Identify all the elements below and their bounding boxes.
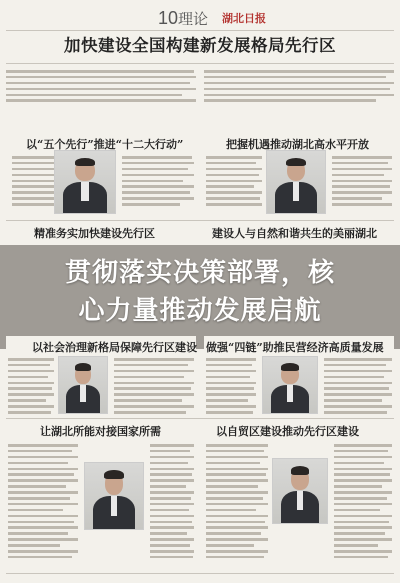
article-6[interactable] bbox=[204, 336, 394, 416]
page-number bbox=[158, 8, 208, 29]
paper-logo: 湖北日报 bbox=[222, 12, 266, 25]
article-6-author-photo bbox=[262, 356, 318, 414]
article-3[interactable] bbox=[6, 222, 196, 246]
masthead bbox=[0, 0, 400, 30]
article-5-body-right bbox=[114, 358, 194, 417]
article-6-body-right bbox=[324, 358, 392, 417]
page-footer bbox=[0, 571, 400, 583]
article-5-title: 以社会治理新格局保障先行区建设 bbox=[32, 341, 197, 354]
article-1-title: 以“五个先行”推进“十二大行动” bbox=[26, 138, 184, 151]
article-2-title: 把握机遇推动湖北高水平开放 bbox=[226, 138, 369, 151]
banner-divider bbox=[6, 63, 394, 64]
article-7-title: 让湖北所能对接国家所需 bbox=[40, 425, 161, 438]
article-2-lead-text bbox=[204, 70, 394, 105]
article-3-title: 精准务实加快建设先行区 bbox=[34, 227, 155, 240]
section-name: 理论 bbox=[178, 11, 209, 28]
article-1[interactable] bbox=[6, 66, 196, 216]
article-7-body-right bbox=[150, 444, 194, 562]
article-4[interactable] bbox=[204, 222, 394, 246]
row-3-divider bbox=[6, 418, 394, 419]
masthead-divider bbox=[6, 30, 394, 31]
article-7-body-left bbox=[8, 444, 78, 562]
article-8-title: 以自贸区建设推动先行区建设 bbox=[216, 425, 359, 438]
article-6-body-left bbox=[206, 358, 256, 417]
page-banner bbox=[0, 32, 400, 62]
article-2-body-right bbox=[332, 156, 392, 209]
article-7-author-photo bbox=[84, 462, 144, 530]
article-1-lead-text bbox=[6, 70, 196, 105]
article-8-body-left bbox=[206, 444, 268, 562]
article-4-title: 建设人与自然和谐共生的美丽湖北 bbox=[212, 227, 377, 240]
banner-title: 加快建设全国构建新发展格局先行区 bbox=[64, 36, 336, 55]
article-2-body-left bbox=[206, 156, 262, 209]
article-5-author-photo bbox=[58, 356, 108, 414]
article-1-author-photo bbox=[54, 150, 116, 214]
headline-line-1: 贯彻落实决策部署，核 bbox=[64, 258, 335, 288]
article-6-title: 做强“四链”助推民营经济高质量发展 bbox=[206, 341, 384, 354]
article-5-body-left bbox=[8, 358, 54, 417]
headline-line-2: 心力量推动发展启航 bbox=[78, 296, 322, 326]
article-2-author-photo bbox=[266, 150, 326, 214]
article-8[interactable] bbox=[204, 420, 394, 570]
article-1-body-right bbox=[122, 156, 194, 209]
page-number-value: 10 bbox=[158, 8, 179, 28]
row-1-divider bbox=[6, 220, 394, 221]
article-8-body-right bbox=[334, 444, 392, 562]
article-5[interactable] bbox=[6, 336, 196, 416]
article-7[interactable] bbox=[6, 420, 196, 570]
article-8-author-photo bbox=[272, 458, 328, 524]
footer-divider bbox=[6, 573, 394, 574]
article-2[interactable] bbox=[204, 66, 394, 216]
